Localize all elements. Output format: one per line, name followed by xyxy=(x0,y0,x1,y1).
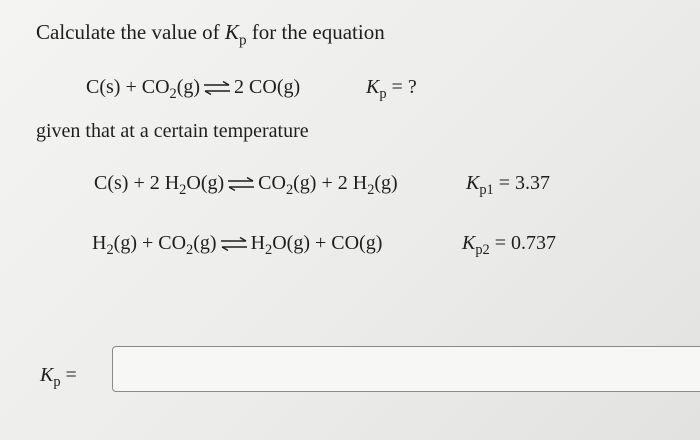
kp-subscript: p xyxy=(53,374,61,391)
kp1-number: = 3.37 xyxy=(493,172,551,194)
target-reactant-phase: (g) xyxy=(176,76,201,98)
given-text: given that at a certain temperature xyxy=(36,120,309,142)
equilibrium-arrow-icon xyxy=(219,237,249,251)
kp-subscript: p xyxy=(379,86,387,103)
r1-left-a: C(s) + 2 H xyxy=(94,172,180,194)
kp-answer-input[interactable] xyxy=(112,346,700,392)
target-reactants: C(s) + CO xyxy=(86,76,170,98)
kp2-subscript: p2 xyxy=(475,242,490,259)
kp1-subscript: p1 xyxy=(479,182,494,199)
r1-right-c: (g) xyxy=(374,172,398,194)
equilibrium-arrow-icon xyxy=(202,81,232,95)
question-intro: Calculate the value of xyxy=(36,20,225,44)
reaction-1 xyxy=(94,172,398,199)
kp-value: = ? xyxy=(386,76,417,98)
kp1-symbol: K xyxy=(466,172,480,194)
co2-subscript: 2 xyxy=(186,242,194,259)
h2-subscript: 2 xyxy=(367,182,375,199)
r1-right-a: CO xyxy=(258,172,286,194)
target-kp xyxy=(366,76,417,103)
question-text xyxy=(36,20,385,49)
answer-label xyxy=(40,364,77,391)
r1-right-b: (g) + 2 H xyxy=(293,172,368,194)
r2-left-b: (g) + CO xyxy=(113,232,187,254)
r2-left-a: H xyxy=(92,232,107,254)
kp1-value xyxy=(466,172,551,199)
r2-right-b: O(g) + CO(g) xyxy=(272,232,383,254)
equals-sign: = xyxy=(60,364,77,386)
h2o-subscript: 2 xyxy=(265,242,273,259)
r2-right-a: H xyxy=(250,232,266,254)
kp-subscript: p xyxy=(238,32,247,49)
r2-left-c: (g) xyxy=(193,232,217,254)
equilibrium-arrow-icon xyxy=(226,177,256,191)
kp-symbol: K xyxy=(40,364,54,386)
h2o-subscript: 2 xyxy=(179,182,187,199)
r1-left-b: O(g) xyxy=(186,172,225,194)
kp2-symbol: K xyxy=(462,232,476,254)
h2-subscript: 2 xyxy=(106,242,114,259)
reaction-2 xyxy=(92,232,383,259)
kp-symbol: K xyxy=(366,76,380,98)
target-equation xyxy=(86,76,301,103)
target-product: 2 CO(g) xyxy=(234,76,301,98)
kp2-value xyxy=(462,232,557,259)
co2-subscript: 2 xyxy=(285,182,294,199)
co2-subscript: 2 xyxy=(169,86,177,103)
kp2-number: = 0.737 xyxy=(489,232,557,254)
question-intro-end: for the equation xyxy=(246,20,385,44)
kp-symbol: K xyxy=(224,20,239,44)
